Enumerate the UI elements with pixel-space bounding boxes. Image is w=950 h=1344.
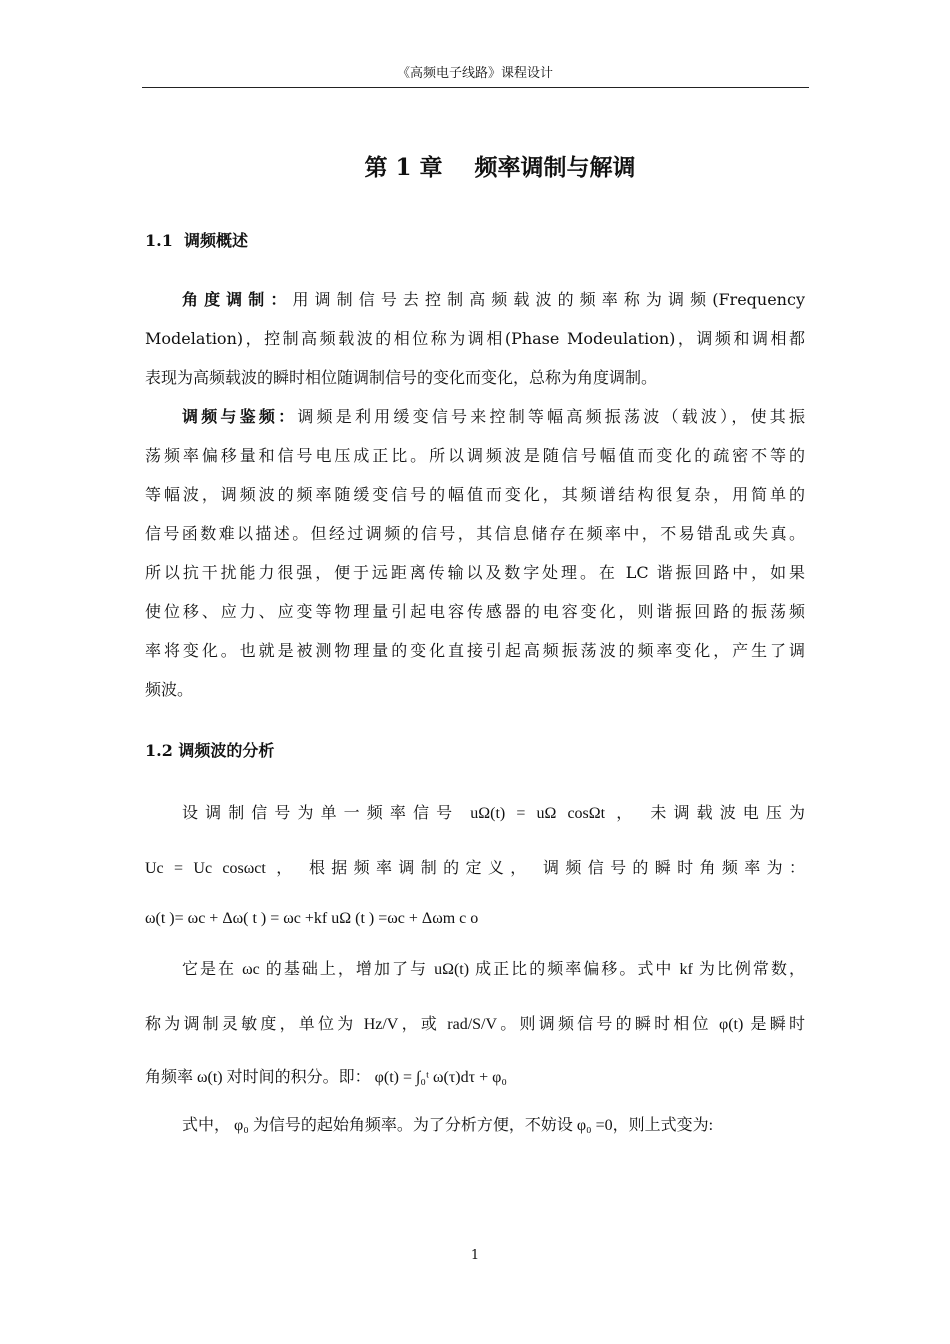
paragraph-1-label: 角度调制： [182,290,293,309]
instantaneous-frequency-formula: ω(t )= ωc + Δω( t ) = ωc +kf uΩ (t ) =ωc + Δωm c o [145,910,479,927]
header-rule [142,87,809,88]
analysis-line-2: Uc = Uc cosωct ， 根据频率调制的定义， 调频信号的瞬时角频率为： [145,860,805,877]
analysis-line-1: 设调制信号为单一频率信号 uΩ(t) = uΩ cosΩt ， 未调载波电压为 [182,805,805,822]
page-number: 1 [470,1248,480,1263]
chapter-title: 第 1 章 频率调制与解调 [364,154,636,181]
phase-integral-formula: 角频率 ω(t) 对时间的积分。即： φ(t) = ∫₀ᵗ ω(τ)dτ + φ₀ [145,1069,507,1086]
paragraph-2-line-8: 频波。 [145,680,194,699]
paragraph-2-line-3: 等幅波，调频波的频率随缓变信号的幅值而变化，其频谱结构很复杂，用简单的 [145,485,805,504]
section-heading-1-2: 1.2 调频波的分析 [145,741,275,760]
paragraph-1-text: 用调制信号去控制高频载波的频率称为调频(Frequency [292,290,805,309]
analysis-line-6: 式中， φ₀ 为信号的起始角频率。为了分析方便，不妨设 φ₀ =0，则上式变为: [182,1117,714,1134]
paragraph-2-line-4: 信号函数难以描述。但经过调频的信号，其信息储存在频率中，不易错乱或失真。 [145,524,805,543]
analysis-line-4: 称为调制灵敏度，单位为 Hz/V，或 rad/S/V。则调频信号的瞬时相位 φ(t) 是瞬时 [145,1016,805,1033]
analysis-line-3: 它是在 ωc 的基础上，增加了与 uΩ(t) 成正比的频率偏移。式中 kf 为比例常数， [182,961,805,978]
paragraph-2-line-6: 使位移、应力、应变等物理量引起电容传感器的电容变化，则谐振回路的振荡频 [145,602,805,621]
paragraph-1-line-3: 表现为高频载波的瞬时相位随调制信号的变化而变化，总称为角度调制。 [145,368,658,387]
paragraph-2-line-1 [182,405,805,429]
running-header: 《高频电子线路》课程设计 [396,66,553,81]
paragraph-2-line-5: 所以抗干扰能力很强，便于远距离传输以及数字处理。在 LC 谐振回路中，如果 [145,563,805,582]
paragraph-2-line-2: 荡频率偏移量和信号电压成正比。所以调频波是随信号幅值而变化的疏密不等的 [145,446,805,465]
paragraph-2-text: 调频是利用缓变信号来控制等幅高频振荡波（载波），使其振 [297,407,805,426]
paragraph-1-line-2: Modelation)，控制高频载波的相位称为调相(Phase Modeulation)，调频和调相都 [145,329,805,348]
paragraph-2-line-7: 率将变化。也就是被测物理量的变化直接引起高频振荡波的频率变化，产生了调 [145,641,805,660]
section-heading-1-1: 1.1 调频概述 [145,231,248,250]
paragraph-1-line-1 [182,288,805,312]
paragraph-2-label: 调频与鉴频： [182,407,298,426]
